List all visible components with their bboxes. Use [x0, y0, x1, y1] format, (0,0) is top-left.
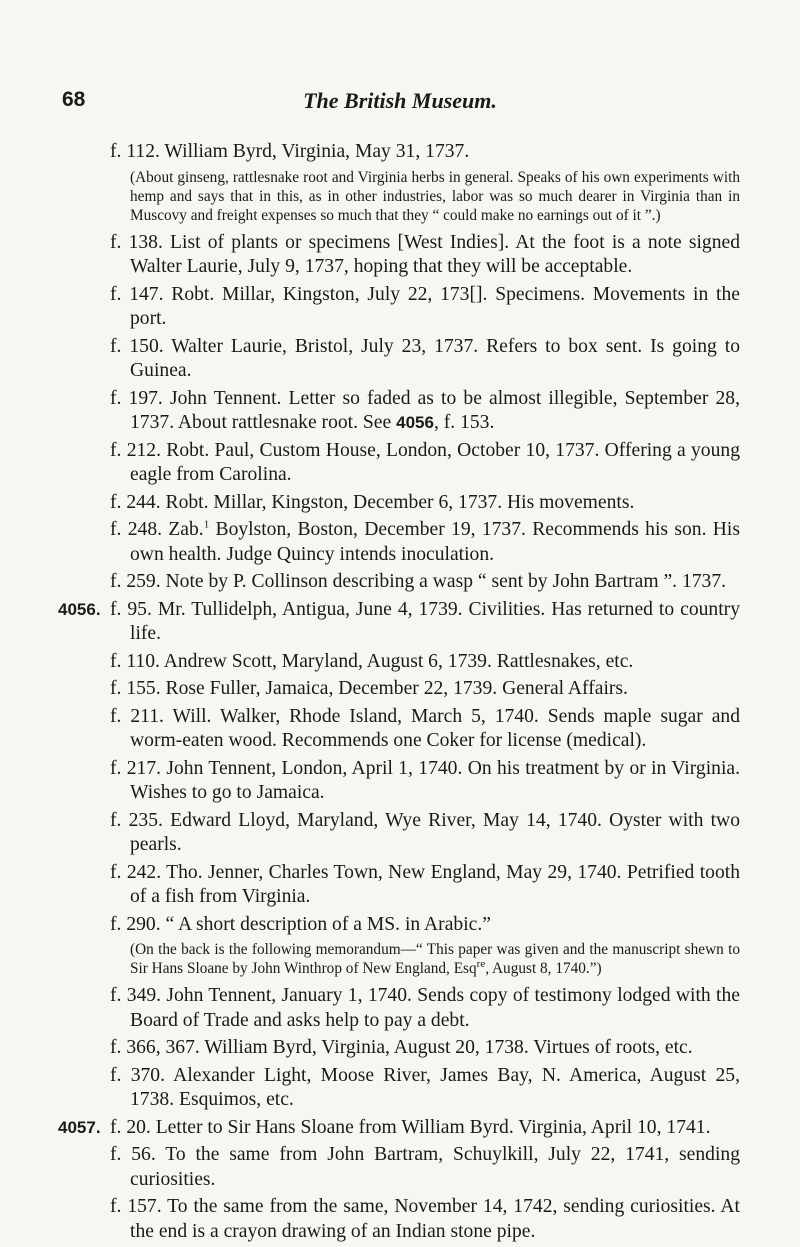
- entry-f366: f. 366, 367. William Byrd, Virginia, August 20, 1738. Virtues of roots, etc.: [110, 1037, 693, 1058]
- entry-4056-f95-text: f. 95. Mr. Tullidelph, Antigua, June 4, 1739. Civilities. Has returned to country life.: [110, 598, 740, 644]
- entry-f212: f. 212. Robt. Paul, Custom House, London, October 10, 1737. Offering a young eagle from Carolina.: [110, 439, 740, 485]
- entry-f370: f. 370. Alexander Light, Moose River, James Bay, N. America, August 25, 1738. Esquimos, etc.: [110, 1064, 740, 1110]
- entry-f197: [110, 387, 740, 436]
- entry-f235: f. 235. Edward Lloyd, Maryland, Wye River, May 14, 1740. Oyster with two pearls.: [110, 809, 740, 855]
- entry-f211: f. 211. Will. Walker, Rhode Island, March 5, 1740. Sends maple sugar and worm-eaten wood. Recommends one Coker for license (medical).: [110, 705, 740, 751]
- entry-f110: f. 110. Andrew Scott, Maryland, August 6, 1739. Rattlesnakes, etc.: [110, 650, 634, 672]
- page-number: 68: [62, 88, 86, 111]
- footnote-marker: 1: [203, 518, 210, 531]
- note-f290-text-end: , August 8, 1740.”): [485, 960, 602, 977]
- entry-f242: f. 242. Tho. Jenner, Charles Town, New England, May 29, 1740. Petrified tooth of a fish from Virginia.: [110, 861, 740, 907]
- entry-f259: f. 259. Note by P. Collinson describing a wasp “ sent by John Bartram ”. 1737.: [110, 571, 727, 592]
- entry-f197-text: f. 197. John Tennent. Letter so faded as to be almost illegible, September 28, 1737. About rattlesnake root. See: [110, 387, 740, 433]
- entry-f155: f. 155. Rose Fuller, Jamaica, December 22, 1739. General Affairs.: [110, 678, 628, 699]
- entry-f248-text: f. 248. Zab.: [110, 519, 204, 540]
- entry-f349: f. 349. John Tennent, January 1, 1740. Sends copy of testimony lodged with the Board of Trade and asks help to pay a debt.: [110, 985, 740, 1031]
- volume-reference: 4056: [396, 413, 434, 432]
- entry-f112: f. 112. William Byrd, Virginia, May 31, 1737.: [110, 141, 470, 162]
- note-f290-text: (On the back is the following memorandum—“ This paper was given and the manuscript shewn to Sir Hans Sloane by John Winthrop of New England, Esq: [130, 941, 740, 977]
- entry-f138: f. 138. List of plants or specimens [West Indies]. At the foot is a note signed Walter Laurie, July 9, 1737, hoping that they will be acceptable.: [110, 231, 740, 277]
- entry-f290: f. 290. “ A short description of a MS. in Arabic.”: [110, 913, 491, 935]
- entry-4056-f95: [58, 598, 740, 647]
- entry-f248-text-end: Boylston, Boston, December 19, 1737. Recommends his son. His own health. Judge Quincy intends inoculation.: [130, 519, 740, 565]
- entry-f244: f. 244. Robt. Millar, Kingston, December 6, 1737. His movements.: [110, 491, 635, 513]
- running-title: The British Museum.: [303, 88, 497, 113]
- entry-f248: [110, 518, 740, 567]
- entry-4057-f20-text: f. 20. Letter to Sir Hans Sloane from William Byrd. Virginia, April 10, 1741.: [110, 1116, 711, 1138]
- entry-f157: f. 157. To the same from the same, November 14, 1742, sending curiosities. At the end is a crayon drawing of an Indian stone pipe.: [110, 1196, 740, 1242]
- entry-f150: f. 150. Walter Laurie, Bristol, July 23, 1737. Refers to box sent. Is going to Guinea.: [110, 335, 740, 381]
- page-body: [58, 140, 740, 1247]
- entry-f217: f. 217. John Tennent, London, April 1, 1740. On his treatment by or in Virginia. Wishes to go to Jamaica.: [110, 757, 740, 803]
- volume-number-4056: 4056.: [58, 599, 101, 619]
- page-header: [0, 88, 800, 118]
- entry-4057-f20: [58, 1116, 740, 1141]
- entry-f147: f. 147. Robt. Millar, Kingston, July 22, 173[]. Specimens. Movements in the port.: [110, 283, 740, 329]
- entry-f56: f. 56. To the same from John Bartram, Schuylkill, July 22, 1741, sending curiosities.: [110, 1144, 740, 1190]
- entry-f197-text-end: , f. 153.: [433, 412, 495, 433]
- superscript-re: re: [476, 957, 486, 970]
- note-f112: (About ginseng, rattlesnake root and Virginia herbs in general. Speaks of his own experiments with hemp and says that in this, as in other industries, labor was so much dearer in Virginia than in Muscovy and freight expenses so much that they “ could make no earnings out of it ”.): [130, 168, 740, 224]
- volume-number-4057: 4057.: [58, 1117, 101, 1137]
- note-f290: [110, 940, 740, 978]
